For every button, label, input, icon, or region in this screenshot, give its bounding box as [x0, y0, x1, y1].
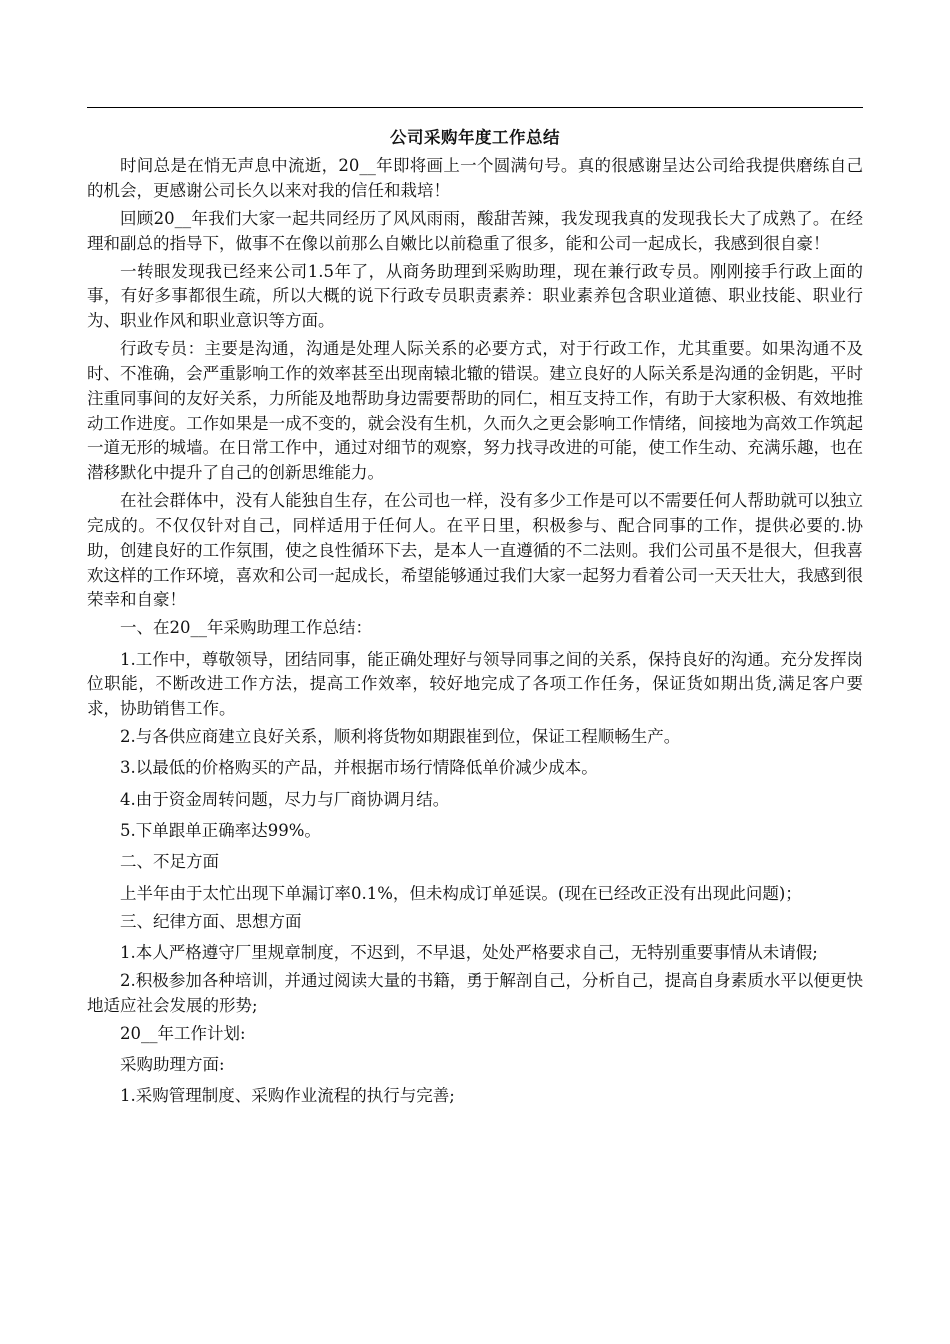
paragraph: 行政专员：主要是沟通，沟通是处理人际关系的必要方式，对于行政工作，尤其重要。如果沟通不及时、不准确，会严重影响工作的效率甚至出现南辕北辙的错误。建立良好的人际关系是沟通的金钥匙，平时注重同事间的友好关系，力所能及地帮助身边需要帮助的同仁，相互支持工作，有助于大家积极、有效地推动工作进度。工作如果是一成不变的，就会没有生机，久而久之更会影响工作情绪，间接地为高效工作筑起一道无形的城墙。在日常工作中，通过对细节的观察，努力找寻改进的可能，使工作生动、充满乐趣，也在潜移默化中提升了自己的创新思维能力。 — [87, 339, 863, 483]
paragraph: 上半年由于太忙出现下单漏订率0.1%，但未构成订单延误。(现在已经改正没有出现此问题)； — [120, 883, 802, 903]
list-item: 1.工作中，尊敬领导，团结同事，能正确处理好与领导同事之间的关系，保持良好的沟通。充分发挥岗位职能，不断改进工作方法，提高工作效率，较好地完成了各项工作任务，保证货如期出货,满足客户要求，协助销售工作。 — [87, 649, 863, 719]
list-item: 5.下单跟单正确率达99%。 — [120, 821, 321, 841]
section-heading: 二、不足方面 — [120, 852, 219, 872]
document-title: 公司采购年度工作总结 — [390, 128, 560, 147]
document-body — [87, 124, 863, 1116]
section-heading: 一、在20__年采购助理工作总结： — [120, 618, 372, 638]
list-item: 1.采购管理制度、采购作业流程的执行与完善; — [120, 1086, 455, 1106]
section-heading: 20__年工作计划: — [120, 1023, 246, 1043]
paragraph: 时间总是在悄无声息中流逝，20__年即将画上一个圆满句号。真的很感谢呈达公司给我提供磨练自己的机会，更感谢公司长久以来对我的信任和栽培！ — [87, 156, 863, 200]
paragraph: 在社会群体中，没有人能独自生存，在公司也一样，没有多少工作是可以不需要任何人帮助就可以独立完成的。不仅仅针对自己，同样适用于任何人。在平日里，积极参与、配合同事的工作，提供必要的.协助，创建良好的工作氛围，使之良性循环下去，是本人一直遵循的不二法则。我们公司虽不是很大，但我喜欢这样的工作环境，喜欢和公司一起成长，希望能够通过我们大家一起努力看着公司一天天壮大，我感到很荣幸和自豪！ — [87, 491, 863, 610]
paragraph: 回顾20__年我们大家一起共同经历了风风雨雨，酸甜苦辣，我发现我真的发现我长大了成熟了。在经理和副总的指导下，做事不在像以前那么自嫩比以前稳重了很多，能和公司一起成长，我感到很自豪！ — [87, 208, 863, 253]
list-item: 3.以最低的价格购买的产品，并根据市场行情降低单价减少成本。 — [120, 758, 598, 778]
list-item: 4.由于资金周转问题，尽力与厂商协调月结。 — [120, 789, 450, 809]
paragraph: 一转眼发现我已经来公司1.5年了，从商务助理到采购助理，现在兼行政专员。刚刚接手行政上面的事，有好多事都很生疏，所以大概的说下行政专员职责素养：职业素养包含职业道德、职业技能、职业行为、职业作风和职业意识等方面。 — [87, 261, 863, 331]
section-heading: 三、纪律方面、思想方面 — [120, 911, 302, 931]
list-item: 2.与各供应商建立良好关系，顺利将货物如期跟崔到位，保证工程顺畅生产。 — [120, 727, 681, 747]
list-item: 1.本人严格遵守厂里规章制度，不迟到，不早退，处处严格要求自己，无特别重要事情从未请假; — [120, 942, 818, 962]
sub-heading: 采购助理方面: — [120, 1054, 225, 1074]
list-item: 2.积极参加各种培训，并通过阅读大量的书籍，勇于解剖自己，分析自己，提高自身素质水平以便更快地适应社会发展的形势; — [87, 970, 863, 1015]
header-rule — [87, 107, 863, 108]
